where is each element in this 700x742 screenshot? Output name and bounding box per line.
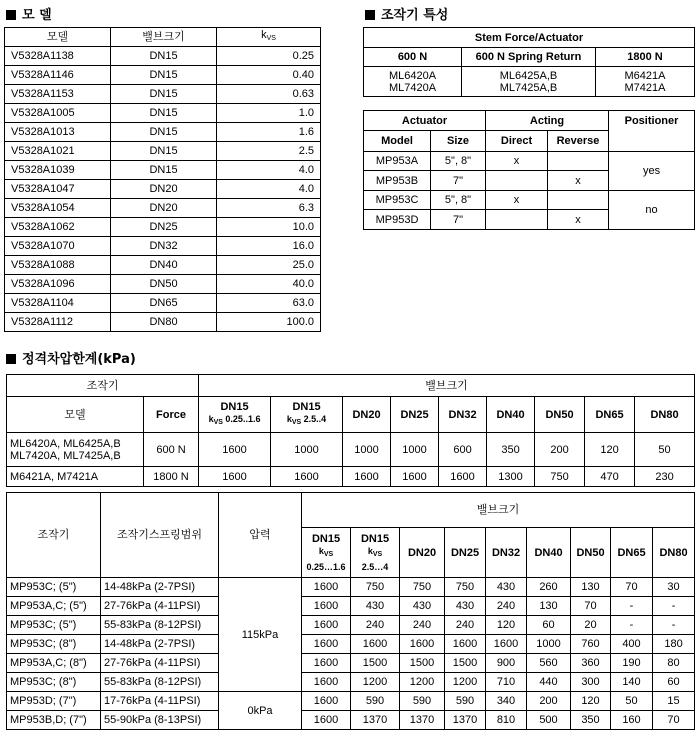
t3-value-cell: 590 [445, 692, 486, 711]
t3-value-cell: 240 [351, 616, 400, 635]
t2-h-dn25: DN25 [391, 397, 439, 433]
t2-h-model: 모델 [7, 397, 144, 433]
t3-value-cell: 240 [486, 597, 527, 616]
t3-spring-cell: 27-76kPa (4-11PSI) [101, 654, 219, 673]
t3-value-cell: 1600 [302, 692, 351, 711]
t3-h-dn80: DN80 [653, 528, 695, 578]
t3-value-cell: 1500 [400, 654, 445, 673]
t2-h-valve: 밸브크기 [199, 375, 695, 397]
t2-h-dn32: DN32 [439, 397, 487, 433]
stem-title: Stem Force/Actuator [364, 28, 695, 48]
valve-size-cell: DN20 [111, 180, 217, 199]
table-row [7, 433, 695, 467]
t3-value-cell: - [611, 616, 653, 635]
valve-size-cell: DN15 [111, 47, 217, 66]
kvs-cell: 0.40 [217, 66, 321, 85]
act-size: 5", 8" [431, 152, 486, 171]
act-size: 7" [431, 210, 486, 230]
stem-force-table [363, 27, 695, 97]
t3-spring-cell: 55-83kPa (8-12PSI) [101, 616, 219, 635]
t3-value-cell: 350 [571, 711, 611, 730]
t3-value-cell: 1200 [351, 673, 400, 692]
models-heading: 모 델 [6, 4, 52, 23]
table-row [7, 597, 695, 616]
act-direct [486, 171, 548, 191]
table-row [7, 616, 695, 635]
t3-value-cell: 130 [571, 578, 611, 597]
valve-size-cell: DN15 [111, 161, 217, 180]
t3-value-cell: 430 [486, 578, 527, 597]
t3-h-dn32: DN32 [486, 528, 527, 578]
act-h-reverse: Reverse [548, 131, 609, 152]
model-cell: V5328A1013 [5, 123, 111, 142]
kvs-cell: 0.25 [217, 47, 321, 66]
table-row [5, 237, 321, 256]
t3-value-cell: 120 [571, 692, 611, 711]
table-row [5, 313, 321, 332]
t3-value-cell: 1600 [351, 635, 400, 654]
t3-h-dn20: DN20 [400, 528, 445, 578]
act-size: 5", 8" [431, 191, 486, 210]
t3-pressure-cell: 115kPa [219, 578, 302, 692]
t3-actuator-cell: MP953A,C; (8") [7, 654, 101, 673]
model-cell: V5328A1104 [5, 294, 111, 313]
t2-value-cell: 1600 [391, 467, 439, 487]
act-reverse [548, 152, 609, 171]
stem-value: ML6420A ML7420A [364, 67, 462, 97]
model-cell: V5328A1070 [5, 237, 111, 256]
col-model: 모델 [5, 28, 111, 47]
table-row [7, 711, 695, 730]
t3-value-cell: 70 [653, 711, 695, 730]
t2-value-cell: 50 [635, 433, 695, 467]
t2-value-cell: 200 [535, 433, 585, 467]
kvs-cell: 1.0 [217, 104, 321, 123]
t3-value-cell: 180 [653, 635, 695, 654]
model-cell: V5328A1039 [5, 161, 111, 180]
col-valve-size: 밸브크기 [111, 28, 217, 47]
t2-value-cell: 750 [535, 467, 585, 487]
t3-value-cell: 1600 [302, 711, 351, 730]
table-row [5, 142, 321, 161]
t3-value-cell: - [653, 616, 695, 635]
t3-actuator-cell: MP953B,D; (7") [7, 711, 101, 730]
kvs-cell: 25.0 [217, 256, 321, 275]
t3-value-cell: 1600 [302, 616, 351, 635]
model-cell: V5328A1005 [5, 104, 111, 123]
valve-size-cell: DN15 [111, 123, 217, 142]
t3-value-cell: 60 [653, 673, 695, 692]
table-row [5, 199, 321, 218]
t3-h-dn15a: DN15 $k_{VS}$ 0.25…1.6 [302, 528, 351, 578]
act-h-acting: Acting [486, 111, 609, 131]
act-reverse: x [548, 210, 609, 230]
table-row [7, 635, 695, 654]
t3-spring-cell: 14-48kPa (2-7PSI) [101, 578, 219, 597]
table-row [5, 85, 321, 104]
t2-value-cell: 1600 [199, 467, 271, 487]
model-cell: V5328A1047 [5, 180, 111, 199]
t2-force-cell: 1800 N [144, 467, 199, 487]
t3-value-cell: 1600 [486, 635, 527, 654]
t3-spring-cell: 55-83kPa (8-12PSI) [101, 673, 219, 692]
act-h-model: Model [364, 131, 431, 152]
act-model: MP953D [364, 210, 431, 230]
t3-value-cell: 340 [486, 692, 527, 711]
t3-value-cell: 1370 [445, 711, 486, 730]
t3-value-cell: 1500 [445, 654, 486, 673]
valve-size-cell: DN15 [111, 104, 217, 123]
t3-value-cell: 1600 [445, 635, 486, 654]
t3-h-valve: 밸브크기 [302, 493, 695, 528]
t2-value-cell: 470 [585, 467, 635, 487]
model-cell: V5328A1096 [5, 275, 111, 294]
act-h-size: Size [431, 131, 486, 152]
table-row [5, 294, 321, 313]
stem-col-600: 600 N [364, 48, 462, 67]
table-row [5, 218, 321, 237]
table-row [5, 47, 321, 66]
act-direct: x [486, 152, 548, 171]
t3-value-cell: - [653, 597, 695, 616]
table-row [5, 104, 321, 123]
t3-spring-cell: 17-76kPa (4-11PSI) [101, 692, 219, 711]
t2-force-cell: 600 N [144, 433, 199, 467]
actuator-heading: 조작기 특성 [365, 4, 448, 23]
act-direct: x [486, 191, 548, 210]
table-row [7, 673, 695, 692]
t3-value-cell: 750 [445, 578, 486, 597]
t3-value-cell: 1600 [302, 673, 351, 692]
act-model: MP953B [364, 171, 431, 191]
act-h-direct: Direct [486, 131, 548, 152]
t3-value-cell: 1600 [302, 578, 351, 597]
t3-h-pressure: 압력 [219, 493, 302, 578]
t2-value-cell: 1300 [487, 467, 535, 487]
t3-actuator-cell: MP953C; (8") [7, 635, 101, 654]
t2-model-cell: ML6420A, ML6425A,B ML7420A, ML7425A,B [7, 433, 144, 467]
t2-value-cell: 1600 [343, 467, 391, 487]
t3-value-cell: 1600 [302, 635, 351, 654]
kvs-cell: 2.5 [217, 142, 321, 161]
t2-h-dn15b: DN15 $k_{VS}$ 2.5..4 [271, 397, 343, 433]
table-row [7, 654, 695, 673]
t3-value-cell: 140 [611, 673, 653, 692]
t3-h-dn65: DN65 [611, 528, 653, 578]
t3-value-cell: - [611, 597, 653, 616]
t3-value-cell: 70 [571, 597, 611, 616]
t3-h-dn15b: DN15 $k_{VS}$ 2.5…4 [351, 528, 400, 578]
t3-value-cell: 1600 [400, 635, 445, 654]
act-h-positioner: Positioner [609, 111, 695, 152]
table-row [5, 256, 321, 275]
t3-value-cell: 200 [527, 692, 571, 711]
t3-value-cell: 80 [653, 654, 695, 673]
t3-value-cell: 240 [400, 616, 445, 635]
t3-value-cell: 190 [611, 654, 653, 673]
t2-h-actuator: 조작기 [7, 375, 199, 397]
t2-value-cell: 230 [635, 467, 695, 487]
t3-value-cell: 440 [527, 673, 571, 692]
t3-value-cell: 1600 [302, 597, 351, 616]
act-model: MP953A [364, 152, 431, 171]
t2-h-dn80: DN80 [635, 397, 695, 433]
t2-value-cell: 350 [487, 433, 535, 467]
t2-value-cell: 600 [439, 433, 487, 467]
t3-value-cell: 360 [571, 654, 611, 673]
col-kvs: $k_{VS}$ [217, 28, 321, 47]
square-bullet-icon [6, 354, 16, 364]
t3-value-cell: 1370 [400, 711, 445, 730]
t3-value-cell: 560 [527, 654, 571, 673]
table-row [5, 66, 321, 85]
valve-size-cell: DN15 [111, 66, 217, 85]
t2-value-cell: 1000 [391, 433, 439, 467]
t3-value-cell: 590 [400, 692, 445, 711]
t3-actuator-cell: MP953C; (5") [7, 616, 101, 635]
t3-value-cell: 60 [527, 616, 571, 635]
t3-actuator-cell: MP953C; (5") [7, 578, 101, 597]
t3-value-cell: 710 [486, 673, 527, 692]
kvs-cell: 0.63 [217, 85, 321, 104]
t3-value-cell: 400 [611, 635, 653, 654]
t3-value-cell: 50 [611, 692, 653, 711]
act-direct [486, 210, 548, 230]
kvs-cell: 100.0 [217, 313, 321, 332]
t3-value-cell: 300 [571, 673, 611, 692]
t3-value-cell: 15 [653, 692, 695, 711]
act-reverse [548, 191, 609, 210]
act-positioner: yes [609, 152, 695, 191]
t3-spring-cell: 27-76kPa (4-11PSI) [101, 597, 219, 616]
t3-value-cell: 430 [445, 597, 486, 616]
model-cell: V5328A1088 [5, 256, 111, 275]
act-reverse: x [548, 171, 609, 191]
model-cell: V5328A1021 [5, 142, 111, 161]
spring-rating-table [6, 492, 695, 730]
table-row [7, 578, 695, 597]
stem-value: ML6425A,B ML7425A,B [462, 67, 596, 97]
model-cell: V5328A1146 [5, 66, 111, 85]
kvs-cell: 16.0 [217, 237, 321, 256]
kvs-cell: 6.3 [217, 199, 321, 218]
valve-size-cell: DN25 [111, 218, 217, 237]
kvs-cell: 1.6 [217, 123, 321, 142]
t3-value-cell: 760 [571, 635, 611, 654]
t3-value-cell: 130 [527, 597, 571, 616]
t3-value-cell: 1200 [445, 673, 486, 692]
t3-value-cell: 30 [653, 578, 695, 597]
models-table [4, 27, 321, 332]
t2-h-dn15a: DN15 $k_{VS}$ 0.25..1.6 [199, 397, 271, 433]
t3-value-cell: 70 [611, 578, 653, 597]
table-row [7, 467, 695, 487]
square-bullet-icon [365, 10, 375, 20]
t3-value-cell: 1370 [351, 711, 400, 730]
valve-size-cell: DN32 [111, 237, 217, 256]
valve-size-cell: DN20 [111, 199, 217, 218]
t2-h-dn20: DN20 [343, 397, 391, 433]
t3-value-cell: 500 [527, 711, 571, 730]
t2-value-cell: 120 [585, 433, 635, 467]
model-cell: V5328A1112 [5, 313, 111, 332]
t3-value-cell: 1500 [351, 654, 400, 673]
pressure-heading: 정격차압한계(kPa) [6, 348, 136, 367]
act-model: MP953C [364, 191, 431, 210]
t2-h-dn50: DN50 [535, 397, 585, 433]
table-row [5, 275, 321, 294]
t3-value-cell: 1000 [527, 635, 571, 654]
t3-value-cell: 1600 [302, 654, 351, 673]
t3-value-cell: 260 [527, 578, 571, 597]
act-h-actuator: Actuator [364, 111, 486, 131]
t3-actuator-cell: MP953C; (8") [7, 673, 101, 692]
t3-value-cell: 900 [486, 654, 527, 673]
t3-value-cell: 810 [486, 711, 527, 730]
t3-value-cell: 240 [445, 616, 486, 635]
valve-size-cell: DN80 [111, 313, 217, 332]
t3-value-cell: 430 [400, 597, 445, 616]
table-row [5, 161, 321, 180]
table-row [7, 692, 695, 711]
valve-size-cell: DN65 [111, 294, 217, 313]
t3-actuator-cell: MP953A,C; (5") [7, 597, 101, 616]
t3-h-dn40: DN40 [527, 528, 571, 578]
force-rating-table [6, 374, 695, 487]
t3-spring-cell: 55-90kPa (8-13PSI) [101, 711, 219, 730]
kvs-cell: 4.0 [217, 180, 321, 199]
kvs-cell: 40.0 [217, 275, 321, 294]
kvs-cell: 10.0 [217, 218, 321, 237]
t3-h-dn50: DN50 [571, 528, 611, 578]
model-cell: V5328A1138 [5, 47, 111, 66]
act-size: 7" [431, 171, 486, 191]
t3-value-cell: 20 [571, 616, 611, 635]
t3-value-cell: 750 [400, 578, 445, 597]
t3-pressure-cell: 0kPa [219, 692, 302, 730]
t3-value-cell: 120 [486, 616, 527, 635]
t2-value-cell: 1600 [271, 467, 343, 487]
t2-value-cell: 1600 [439, 467, 487, 487]
t2-h-dn40: DN40 [487, 397, 535, 433]
t3-value-cell: 590 [351, 692, 400, 711]
stem-col-1800: 1800 N [596, 48, 695, 67]
stem-col-600-spring: 600 N Spring Return [462, 48, 596, 67]
t3-spring-cell: 14-48kPa (2-7PSI) [101, 635, 219, 654]
valve-size-cell: DN15 [111, 142, 217, 161]
t2-h-force: Force [144, 397, 199, 433]
valve-size-cell: DN50 [111, 275, 217, 294]
t2-h-dn65: DN65 [585, 397, 635, 433]
t3-value-cell: 160 [611, 711, 653, 730]
t2-value-cell: 1600 [199, 433, 271, 467]
t3-value-cell: 750 [351, 578, 400, 597]
t3-h-spring: 조작기스프링범위 [101, 493, 219, 578]
square-bullet-icon [6, 10, 16, 20]
t2-model-cell: M6421A, M7421A [7, 467, 144, 487]
model-cell: V5328A1153 [5, 85, 111, 104]
t3-value-cell: 430 [351, 597, 400, 616]
act-positioner: no [609, 191, 695, 230]
model-cell: V5328A1062 [5, 218, 111, 237]
t2-value-cell: 1000 [271, 433, 343, 467]
valve-size-cell: DN40 [111, 256, 217, 275]
table-row [5, 180, 321, 199]
actuator-table [363, 110, 695, 230]
kvs-cell: 4.0 [217, 161, 321, 180]
table-row [5, 123, 321, 142]
kvs-cell: 63.0 [217, 294, 321, 313]
t3-value-cell: 1200 [400, 673, 445, 692]
stem-value: M6421A M7421A [596, 67, 695, 97]
t3-h-dn25: DN25 [445, 528, 486, 578]
t3-actuator-cell: MP953D; (7") [7, 692, 101, 711]
t3-h-actuator: 조작기 [7, 493, 101, 578]
valve-size-cell: DN15 [111, 85, 217, 104]
model-cell: V5328A1054 [5, 199, 111, 218]
t2-value-cell: 1000 [343, 433, 391, 467]
